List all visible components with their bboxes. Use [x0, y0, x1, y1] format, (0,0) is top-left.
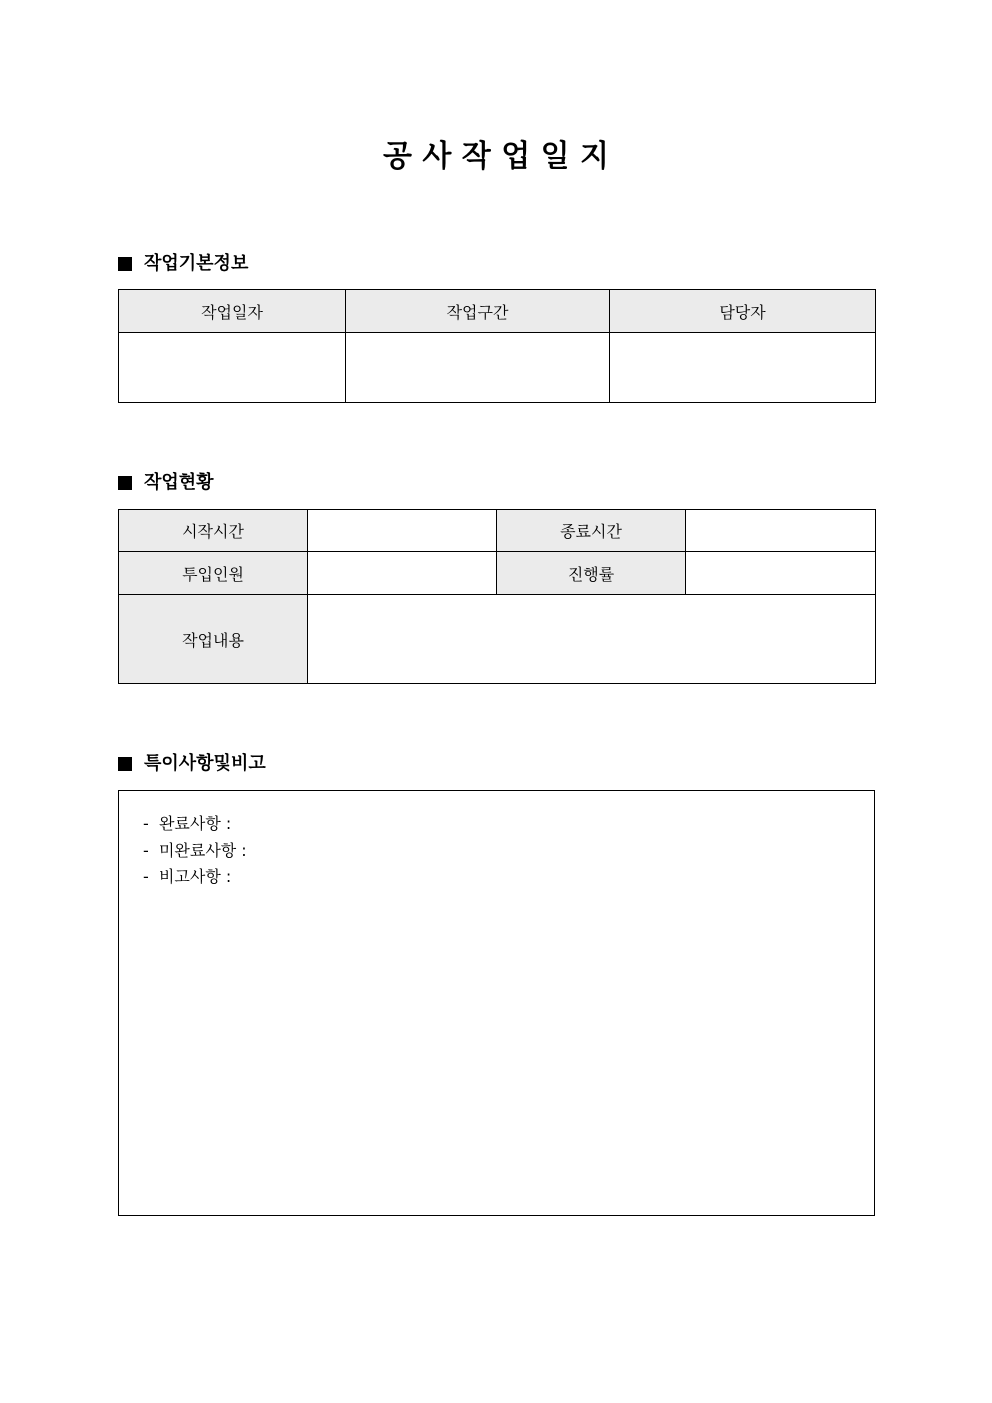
work-status-table [118, 509, 876, 684]
section-title: 작업현황 [144, 472, 214, 493]
remarks-list [143, 811, 247, 891]
end-time-field[interactable] [686, 510, 876, 552]
work-section-field[interactable] [346, 333, 610, 403]
header-work-section: 작업구간 [346, 290, 610, 333]
square-bullet-icon [118, 476, 132, 490]
section-heading-remarks [118, 751, 266, 777]
basic-info-table [118, 289, 876, 403]
personnel-label: 투입인원 [119, 552, 308, 595]
start-time-field[interactable] [308, 510, 497, 552]
work-content-field[interactable] [308, 595, 876, 684]
document-title: 공 사 작 업 일 지 [382, 139, 610, 174]
remark-completed: - 완료사항 : [143, 814, 232, 833]
end-time-label: 종료시간 [497, 510, 686, 552]
progress-field[interactable] [686, 552, 876, 595]
remarks-box[interactable] [118, 790, 875, 1216]
start-time-label: 시작시간 [119, 510, 308, 552]
header-person-in-charge: 담당자 [610, 290, 876, 333]
square-bullet-icon [118, 757, 132, 771]
progress-label: 진행률 [497, 552, 686, 595]
work-content-label: 작업내용 [119, 595, 308, 684]
section-heading-basic-info [118, 251, 248, 277]
section-title: 특이사항및비고 [144, 753, 266, 774]
header-work-date: 작업일자 [119, 290, 346, 333]
remark-notes: - 비고사항 : [143, 867, 232, 886]
section-heading-work-status [118, 470, 214, 496]
personnel-field[interactable] [308, 552, 497, 595]
square-bullet-icon [118, 257, 132, 271]
work-date-field[interactable] [119, 333, 346, 403]
remark-incomplete: - 미완료사항 : [143, 840, 247, 860]
person-in-charge-field[interactable] [610, 333, 876, 403]
section-title: 작업기본정보 [144, 253, 249, 274]
